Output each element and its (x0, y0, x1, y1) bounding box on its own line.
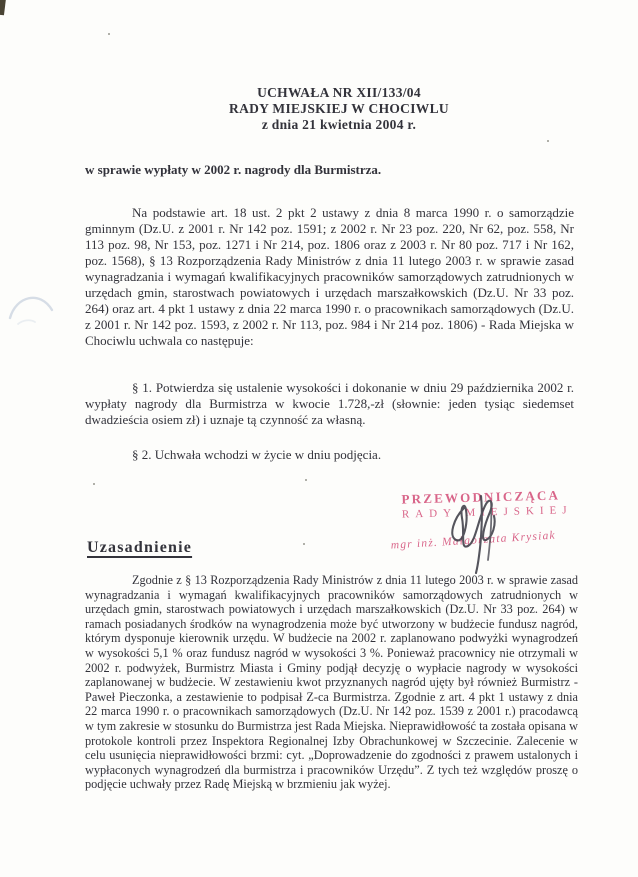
title-line-resolution-number: UCHWAŁA NR XII/133/04 (257, 85, 421, 100)
document-title (99, 85, 579, 133)
stamp-council-line: RADY MIEJSKIEJ (401, 504, 573, 521)
scan-corner-artifact (0, 0, 6, 15)
stamp-name-line: mgr inż. Małgorzata Krysiak (390, 529, 557, 552)
scan-speck (108, 33, 110, 35)
subject-line: w sprawie wypłaty w 2002 r. nagrody dla Burmistrza. (85, 162, 382, 177)
section-2-paragraph: § 2. Uchwała wchodzi w życie w dniu podjęcia. (132, 447, 382, 462)
scan-speck (305, 479, 307, 481)
scan-speck (303, 543, 305, 545)
preamble-paragraph: Na podstawie art. 18 ust. 2 pkt 2 ustawy z dnia 8 marca 1990 r. o samorządzie gminnym (Dz.U. z 2001 r. Nr 142 poz. 1591; z 2002 r. Nr 23 poz. 220, Nr 62, poz. 558, Nr 113 poz. 98, Nr 153, poz. 1271 i Nr 214, poz. 1806 oraz z 2003 r. Nr 80 poz. 717 i Nr 162, poz. 1568), § 13 Rozporządzenia Rady Ministrów z dnia 11 lutego 2003 r. w sprawie zasad wynagradzania i wymagań kwalifikacyjnych pracowników samorządowych zatrudnionych w urzędach gmin, starostwach powiatowych i urzędach marszałkowskich (Dz.U. Nr 33 poz. 264) oraz art. 4 pkt 1 ustawy z dnia 22 marca 1990 r. o pracownikach samorządowych (Dz.U. z 2001 r. Nr 142 poz. 1593, z 2002 r. Nr 113, poz. 984 i Nr 214 poz. 1806) - Rada Miejska w Chociwlu uchwala co następuje: (85, 205, 574, 348)
justification-heading: Uzasadnienie (87, 539, 193, 556)
title-line-date: z dnia 21 kwietnia 2004 r. (261, 117, 417, 132)
scan-speck (93, 483, 95, 485)
title-line-council-name: RADY MIEJSKIEJ W CHOCIWLU (229, 101, 449, 116)
handwritten-signature (436, 492, 528, 574)
scan-speck (547, 140, 549, 142)
margin-pen-mark (6, 286, 60, 328)
stamp-title-line: PRZEWODNICZĄCA (401, 487, 561, 507)
justification-paragraph: Zgodnie z § 13 Rozporządzenia Rady Ministrów z dnia 11 lutego 2003 r. w sprawie zasad wynagradzania i wymagań kwalifikacyjnych pracowników samorządowych zatrudnionych w urzędach gmin, starostwach powiatowych i urzędach marszałkowskich (Dz.U. Nr 33 poz. 264) w ramach posiadanych środków na wynagrodzenia może być utworzony w budżecie fundusz nagród, którym dysponuje kierownik urzędu. W budżecie na 2002 r. zaplanowano podwyżki wynagrodzeń w wysokości 5,1 % oraz fundusz nagród w wysokości 3 %. Ponieważ pracownicy nie otrzymali w 2002 r. podwyżek, Burmistrz Miasta i Gminy podjął decyzję o wypłacie nagrody w wysokości zaplanowanej w budżecie. W zestawieniu kwot przyznanych nagród ujęty był również Burmistrz - Paweł Pieczonka, a zestawienie to podpisał Z-ca Burmistrza. Zgodnie z art. 4 pkt 1 ustawy z dnia 22 marca 1990 r. o pracownikach samorządowych (Dz.U. Nr 142 poz. 1539 z 2001 r.) pracodawcą w tym zakresie w stosunku do Burmistrza jest Rada Miejska. Nieprawidłowość ta została opisana w protokole kontroli przez Inspektora Regionalnej Izby Obrachunkowej w Szczecinie. Zalecenie w celu usunięcia nieprawidłowości brzmi: cyt. „Doprowadzenie do zgodności z prawem ustalonych i wypłaconych wynagrodzeń dla burmistrza i pracowników Urzędu”. Z tych też względów proszę o podjęcie uchwały przez Radę Miejską w brzmieniu jak wyżej. (85, 573, 578, 792)
section-1-paragraph: § 1. Potwierdza się ustalenie wysokości i dokonanie w dniu 29 października 2002 r. wypłaty nagrody dla Burmistrza w kwocie 1.728,-zł (słownie: jeden tysiąc siedemset dwadzieścia osiem zł) i uznaje tą czynność za własną. (85, 380, 574, 427)
